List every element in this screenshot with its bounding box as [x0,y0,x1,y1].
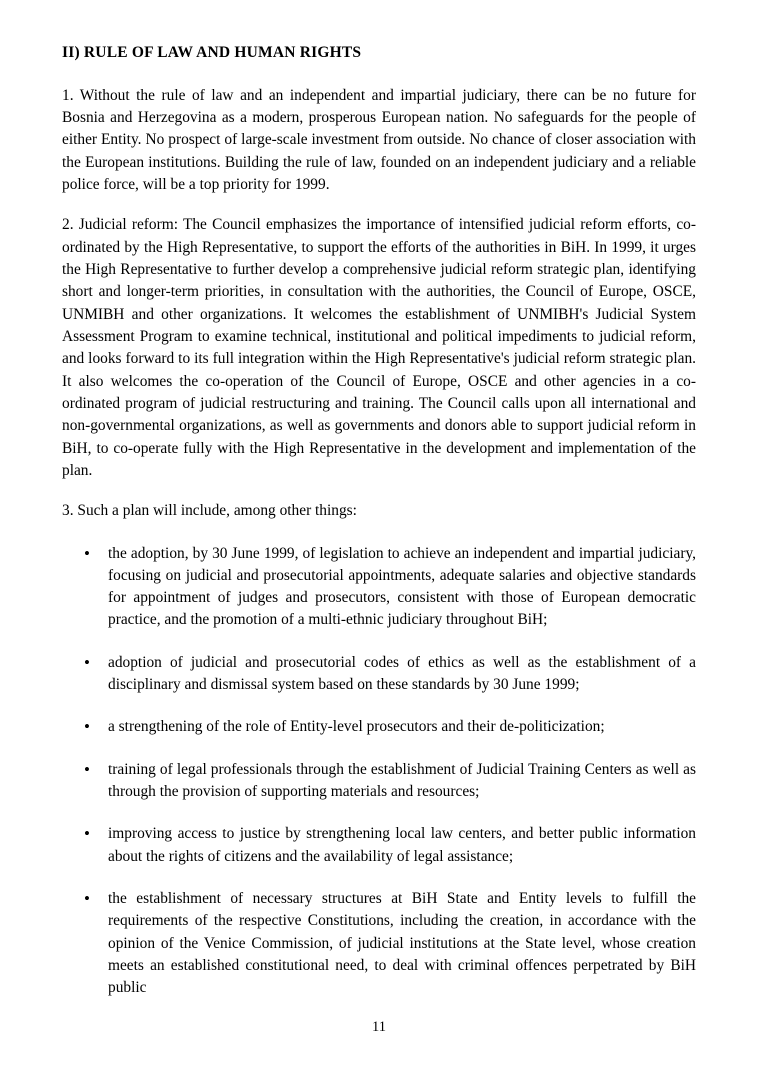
list-item: • the adoption, by 30 June 1999, of legislation to achieve an independent and impartial judiciary, focusing on judicial and prosecutorial appointments, adequate salaries and objective standards for appointment of judges and prosecutors, consistent with those of European democratic practice, and the promotion of a multi-ethnic judiciary throughout BiH; [62,543,696,632]
bullet-list [62,543,696,1000]
paragraph-3: 3. Such a plan will include, among other things: [62,502,357,520]
list-item: • improving access to justice by strengthening local law centers, and better public information about the rights of citizens and the availability of legal assistance; [62,823,696,868]
paragraph-1: 1. Without the rule of law and an independent and impartial judiciary, there can be no future for Bosnia and Herzegovina as a modern, prosperous European nation. No safeguards for the people of either Entity. No prospect of large-scale investment from outside. No chance of closer association with the European institutions. Building the rule of law, founded on an independent judiciary and a reliable police force, will be a top priority for 1999. [62,86,696,193]
section-heading: II) RULE OF LAW AND HUMAN RIGHTS [62,44,362,61]
list-item: • the establishment of necessary structures at BiH State and Entity levels to fulfill the requirements of the respective Constitutions, including the creation, in accordance with the opinion of the Venice Commission, of judicial institutions at the State level, whose creation meets an established constitutional need, to deal with criminal offences perpetrated by BiH public [62,888,696,1000]
list-item: • training of legal professionals through the establishment of Judicial Training Centers as well as through the provision of supporting materials and resources; [62,759,696,804]
list-item: • a strengthening of the role of Entity-level prosecutors and their de-politicization; [62,716,696,738]
page-number: 11 [372,1019,386,1035]
list-item: • adoption of judicial and prosecutorial codes of ethics as well as the establishment of a disciplinary and dismissal system based on these standards by 30 June 1999; [62,652,696,697]
paragraph-2: 2. Judicial reform: The Council emphasizes the importance of intensified judicial reform efforts, co-ordinated by the High Representative, to support the efforts of the authorities in BiH. In 1999, it urges the High Representative to further develop a comprehensive judicial reform strategic plan, identifying short and longer-term priorities, in consultation with the authorities, the Council of Europe, OSCE, UNMIBH and other organizations. It welcomes the establishment of UNMIBH's Judicial System Assessment Program to examine technical, institutional and political impediments to judicial reform, and looks forward to its full integration within the High Representative's judicial reform strategic plan. It also welcomes the co-operation of the Council of Europe, OSCE and other agencies in a co-ordinated program of judicial restructuring and training. The Council calls upon all international and non-governmental organizations, as well as governments and donors able to support judicial reform in BiH, to co-operate fully with the High Representative in the development and implementation of the plan. [62,216,696,479]
